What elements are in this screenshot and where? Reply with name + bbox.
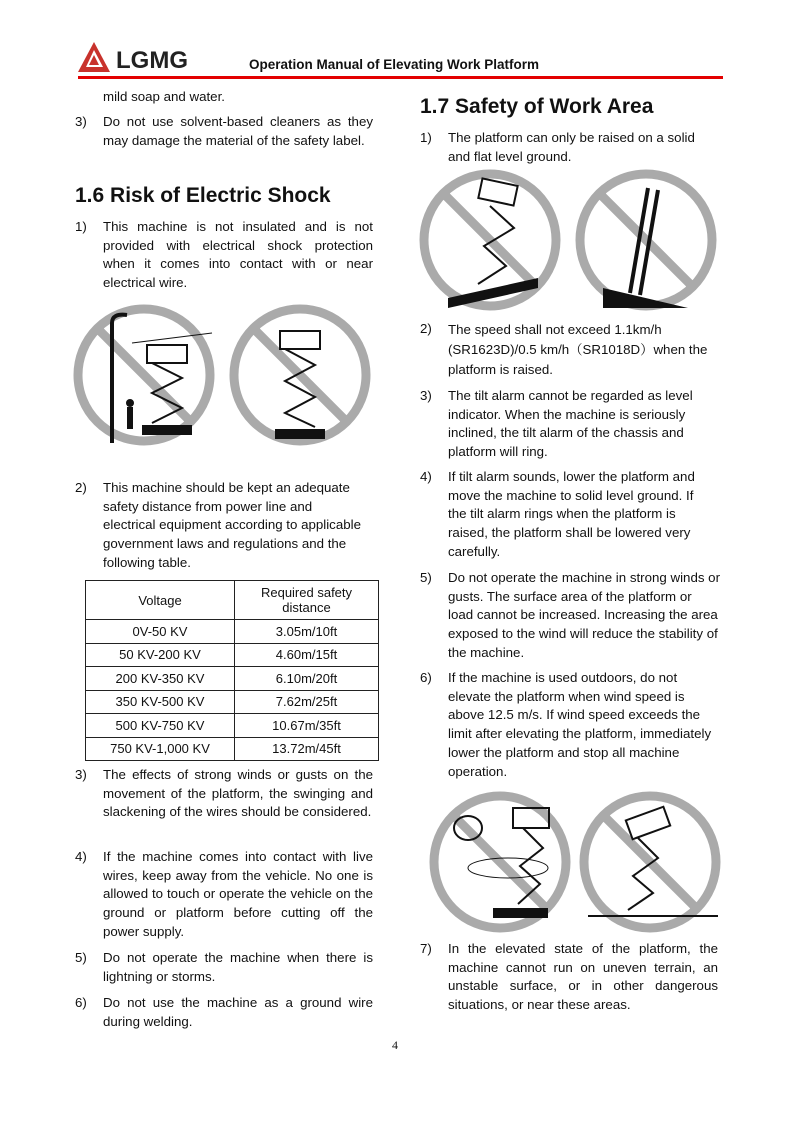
item-number: 6) bbox=[420, 670, 432, 685]
header-rule bbox=[78, 76, 723, 79]
item-number: 5) bbox=[420, 570, 432, 585]
column-header: Voltage bbox=[86, 581, 235, 620]
item-number: 2) bbox=[75, 480, 87, 495]
list-item-text: This machine is not insulated and is not provided with electrical shock protection when it comes into contact with or near electrical wire. bbox=[103, 219, 373, 291]
column-header: Required safety distance bbox=[235, 581, 379, 620]
continued-text: mild soap and water. bbox=[103, 89, 225, 104]
table-cell: 3.05m/10ft bbox=[235, 620, 379, 644]
table-cell: 13.72m/45ft bbox=[235, 737, 379, 761]
svg-text:LGMG: LGMG bbox=[116, 47, 188, 74]
table-row bbox=[86, 643, 379, 667]
list-item-text: The speed shall not exceed 1.1km/h (SR1623D)/0.5 km/h（SR1018D）when the platform is raised. bbox=[448, 322, 708, 377]
table-cell: 200 KV-350 KV bbox=[86, 667, 235, 691]
table-row bbox=[86, 714, 379, 738]
no-slope-raising-illustration bbox=[418, 168, 718, 318]
table-cell: 10.67m/35ft bbox=[235, 714, 379, 738]
no-wind-operation-illustration bbox=[428, 788, 723, 943]
item-number: 1) bbox=[420, 130, 432, 145]
list-item-text: The platform can only be raised on a solid and flat level ground. bbox=[448, 130, 695, 164]
list-item-text: If the machine is used outdoors, do not elevate the platform when wind speed is above 12.5 m/s. If wind speed exceeds the limit after elevating the platform, immediately lower the platform and stop all machine operation. bbox=[448, 670, 712, 779]
list-item-text: This machine should be kept an adequate safety distance from power line and electrical equipment according to applicable government laws and regulations and the following table. bbox=[103, 480, 361, 570]
list-item-text: Do not operate the machine when there is lightning or storms. bbox=[103, 950, 373, 984]
item-number: 4) bbox=[75, 849, 87, 864]
safety-distance-table bbox=[85, 580, 379, 761]
item-number: 4) bbox=[420, 469, 432, 484]
item-number: 3) bbox=[75, 767, 87, 782]
table-row bbox=[86, 690, 379, 714]
section-heading-1-6: 1.6 Risk of Electric Shock bbox=[75, 184, 331, 207]
table-cell: 0V-50 KV bbox=[86, 620, 235, 644]
table-header-row bbox=[86, 581, 379, 620]
list-item-text: The tilt alarm cannot be regarded as level indicator. When the machine is seriously inclined, the tilt alarm of the chassis and platform will ring. bbox=[448, 388, 693, 460]
item-number: 3) bbox=[420, 388, 432, 403]
table-cell: 750 KV-1,000 KV bbox=[86, 737, 235, 761]
no-power-line-contact-illustration bbox=[72, 303, 372, 453]
item-number: 2) bbox=[420, 321, 432, 336]
table-cell: 50 KV-200 KV bbox=[86, 643, 235, 667]
list-item-text: Do not use solvent-based cleaners as they may damage the material of the safety label. bbox=[103, 114, 373, 148]
item-number: 7) bbox=[420, 941, 432, 956]
table-row bbox=[86, 737, 379, 761]
list-item-text: If tilt alarm sounds, lower the platform and move the machine to solid level ground. If the tilt alarm rings when the platform is raised, the platform shall be lowered very carefully. bbox=[448, 469, 695, 559]
lgmg-logo bbox=[78, 40, 203, 74]
table-cell: 4.60m/15ft bbox=[235, 643, 379, 667]
list-item-text: The effects of strong winds or gusts on the movement of the platform, the swinging and slackening of the wires should be considered. bbox=[103, 767, 373, 820]
item-number: 5) bbox=[75, 950, 87, 965]
table-row bbox=[86, 620, 379, 644]
list-item-text: In the elevated state of the platform, the machine cannot run on uneven terrain, an unstable surface, or in other dangerous situations, or near these areas. bbox=[448, 941, 718, 1013]
item-number: 1) bbox=[75, 219, 87, 234]
table-cell: 350 KV-500 KV bbox=[86, 690, 235, 714]
list-item-text: Do not use the machine as a ground wire during welding. bbox=[103, 995, 373, 1029]
table-cell: 6.10m/20ft bbox=[235, 667, 379, 691]
page-number: 4 bbox=[392, 1038, 398, 1052]
table-cell: 500 KV-750 KV bbox=[86, 714, 235, 738]
table-cell: 7.62m/25ft bbox=[235, 690, 379, 714]
item-number: 6) bbox=[75, 995, 87, 1010]
header-title: Operation Manual of Elevating Work Platform bbox=[249, 57, 540, 72]
list-item-text: Do not operate the machine in strong winds or gusts. The surface area of the platform or load cannot be increased. Increasing the area exposed to the wind will reduce the stability of the machine. bbox=[448, 570, 721, 660]
item-number: 3) bbox=[75, 114, 87, 129]
table-row bbox=[86, 667, 379, 691]
section-heading-1-7: 1.7 Safety of Work Area bbox=[420, 95, 654, 118]
list-item-text: If the machine comes into contact with live wires, keep away from the vehicle. No one is allowed to touch or operate the vehicle on the ground or platform before cutting off the power supply. bbox=[103, 849, 373, 939]
